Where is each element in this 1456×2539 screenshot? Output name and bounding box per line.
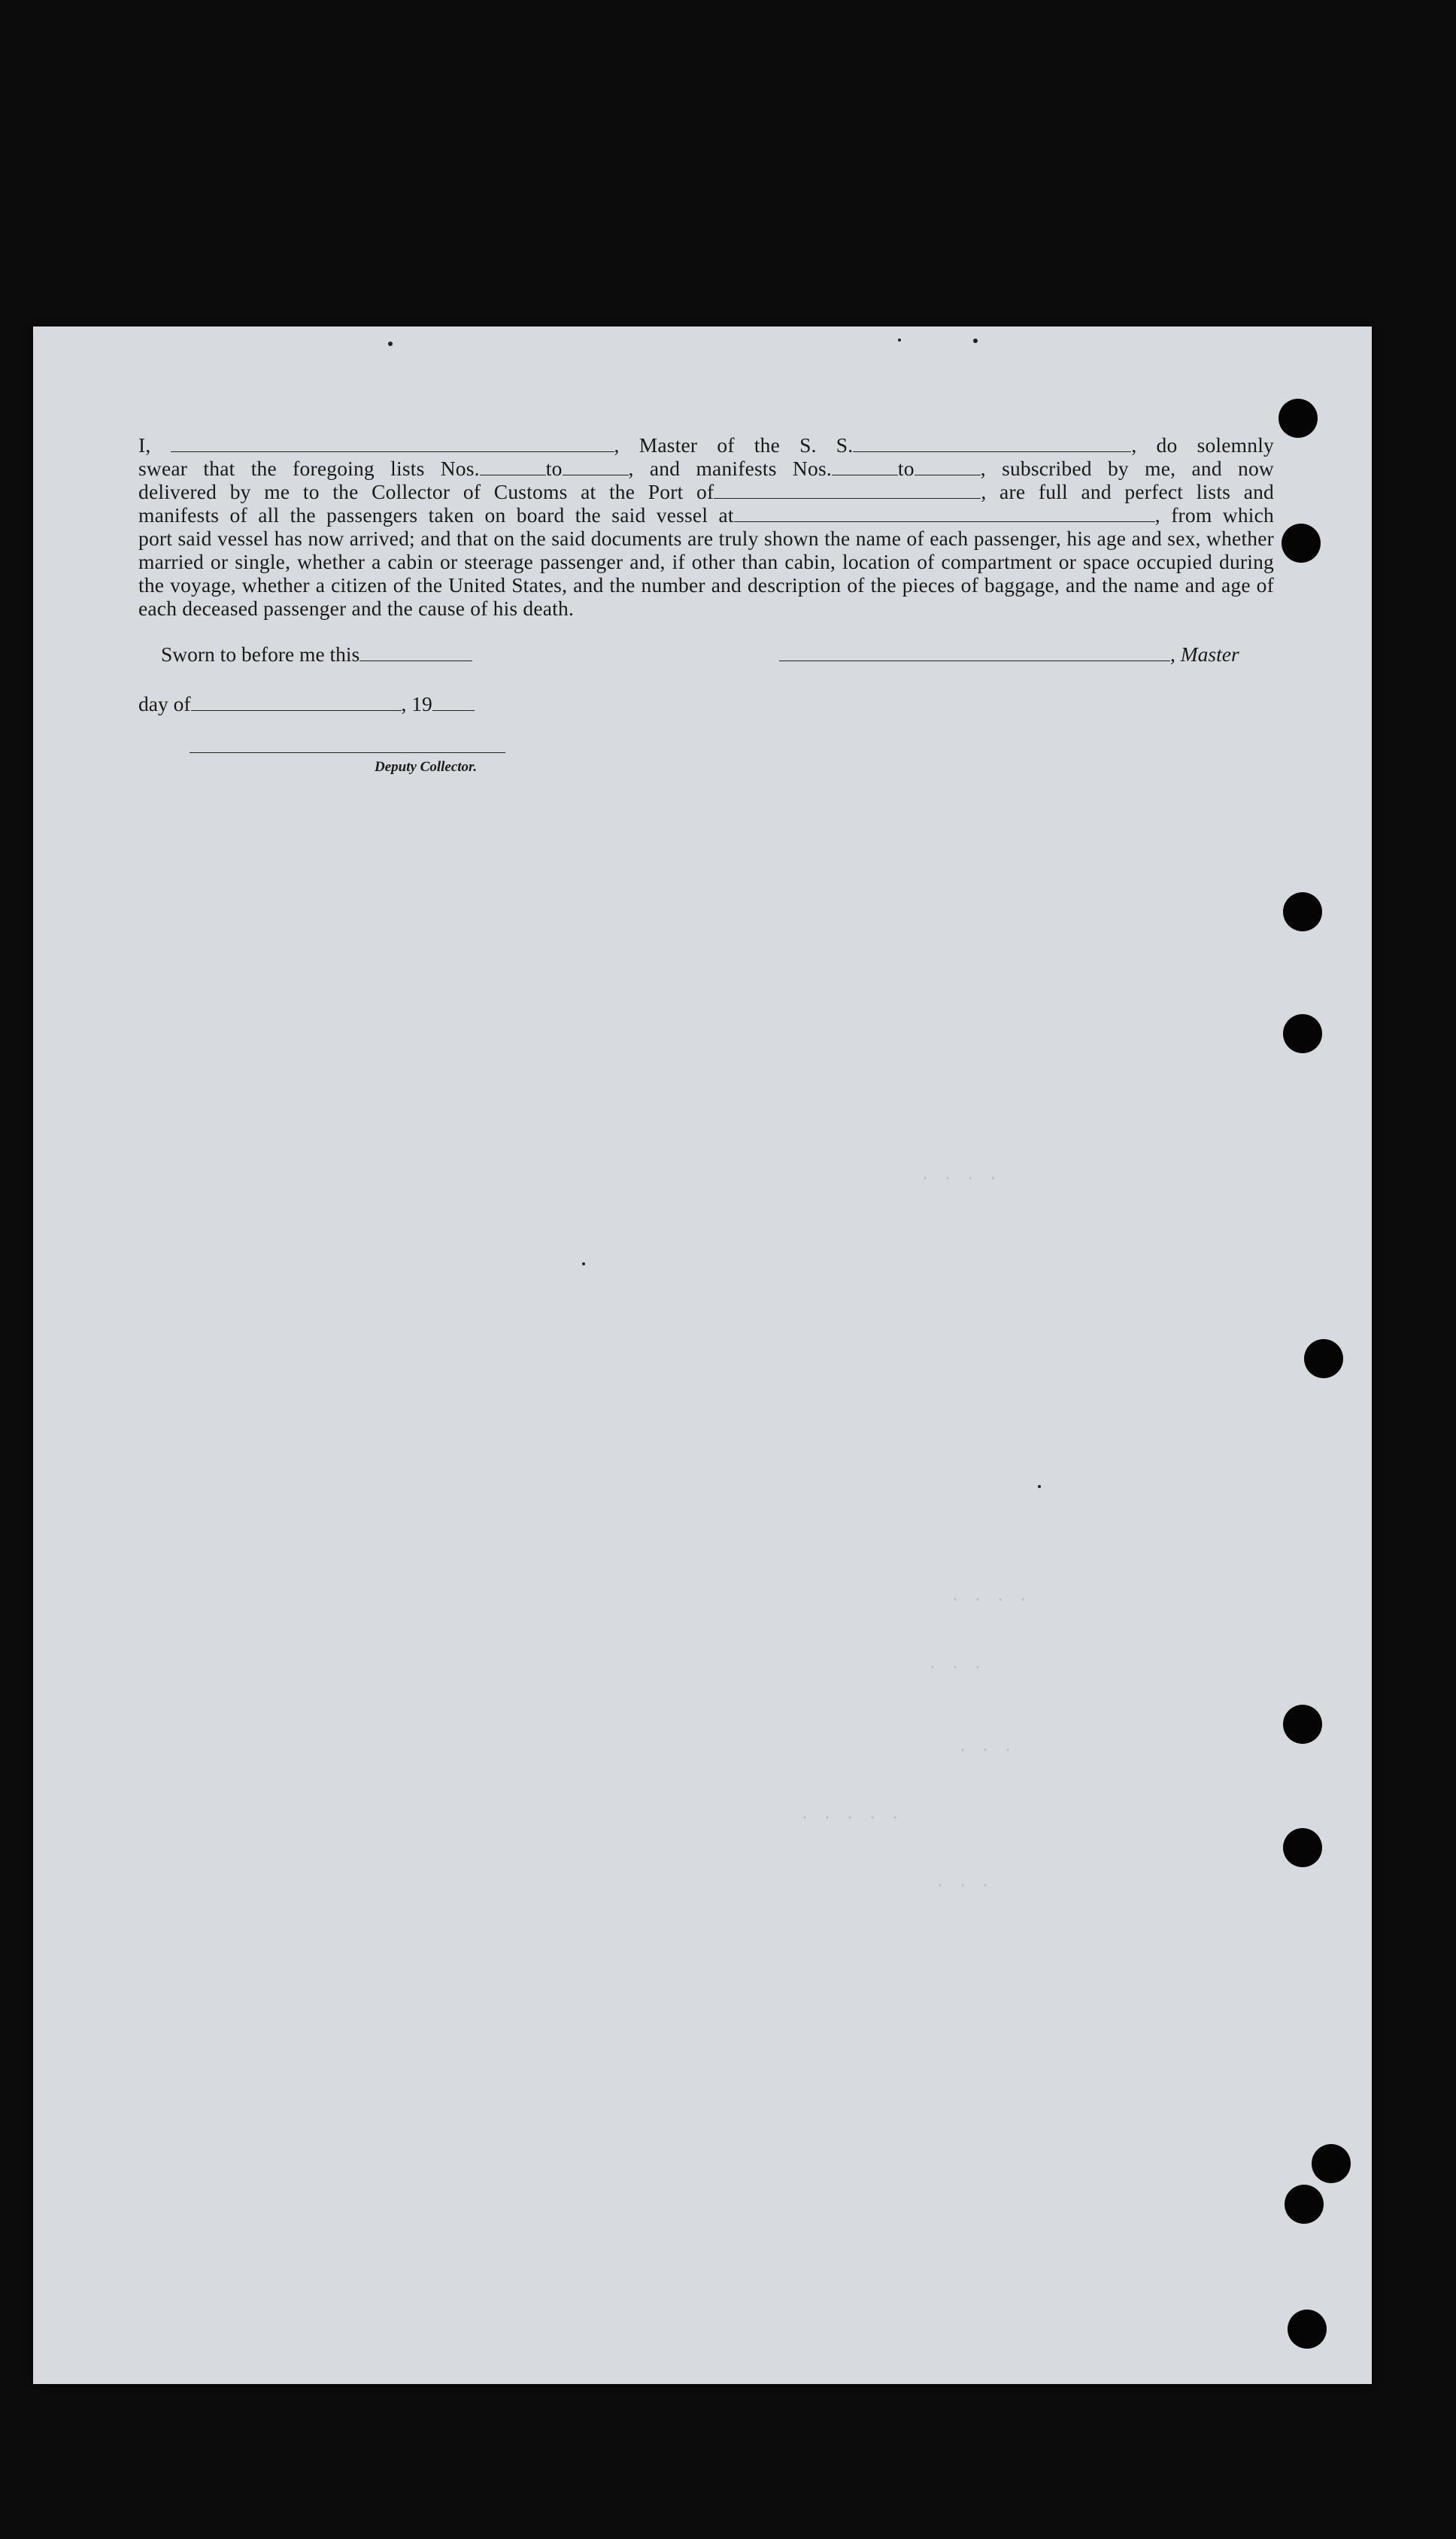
binder-hole	[1283, 892, 1322, 931]
oath-manifests: , and manifests Nos.	[628, 457, 832, 480]
year-prefix: , 19	[401, 692, 432, 715]
binder-hole	[1283, 1705, 1322, 1744]
binder-hole	[1304, 1339, 1343, 1378]
oath-to-2: to	[897, 457, 915, 480]
oath-from-which: , from which	[1154, 503, 1274, 527]
binder-hole	[1279, 399, 1318, 438]
manifests-from-field[interactable]	[832, 458, 898, 475]
oath-paragraph	[138, 433, 1274, 620]
binder-hole	[1285, 2185, 1324, 2224]
bleed-through-mark: · · ·	[928, 1658, 985, 1676]
master-name-field[interactable]	[171, 435, 614, 452]
date-row	[138, 692, 475, 716]
day-of-label: day of	[138, 692, 191, 715]
port-field[interactable]	[714, 481, 981, 499]
bleed-through-mark: · · ·	[936, 1876, 993, 1894]
month-field[interactable]	[191, 695, 402, 711]
binder-hole	[1288, 2310, 1327, 2349]
manifest-page	[33, 326, 1372, 2384]
binder-hole	[1282, 524, 1321, 563]
bleed-through-mark: · · · · ·	[800, 1809, 902, 1827]
binder-hole	[1283, 1014, 1322, 1053]
oath-body: port said vessel has now arrived; and that on the said documents are truly shown the name of each passenger, his age and sex, whether married or single, whether a cabin or steerage passenger and, if other than cabin, location of compartment or space occupied during the voyage, whether a citizen of the United States, and the number and description of the pieces of baggage, and the name and age of each deceased passenger and the cause of his death.	[138, 527, 1274, 620]
year-field[interactable]	[432, 695, 475, 711]
sworn-day-field[interactable]	[359, 645, 472, 661]
oath-to-1: to	[545, 457, 563, 480]
binder-hole	[1283, 1828, 1322, 1867]
lists-to-field[interactable]	[563, 458, 629, 475]
master-signature-row	[779, 642, 1239, 667]
oath-delivered: delivered by me to the Collector of Customs at the Port of	[138, 480, 714, 503]
scan-speck	[973, 339, 978, 343]
scan-speck	[388, 342, 393, 346]
oath-swear: swear that the foregoing lists Nos.	[138, 457, 480, 480]
scan-speck	[898, 339, 901, 342]
manifests-to-field[interactable]	[915, 458, 981, 475]
scan-speck	[1038, 1485, 1041, 1488]
deputy-collector-label: Deputy Collector.	[375, 759, 478, 775]
ship-name-field[interactable]	[853, 435, 1131, 452]
sworn-label: Sworn to before me this	[161, 642, 360, 666]
bleed-through-mark: · · · ·	[921, 1169, 1000, 1187]
sworn-row	[161, 642, 472, 667]
deputy-signature-line[interactable]	[190, 752, 505, 753]
oath-manifests-all: manifests of all the passengers taken on board the said vessel at	[138, 503, 734, 527]
bleed-through-mark: · · ·	[958, 1741, 1015, 1759]
oath-subscribed: , subscribed by me, and now	[980, 457, 1274, 480]
master-signature-field[interactable]	[779, 645, 1170, 661]
lists-from-field[interactable]	[480, 458, 546, 475]
oath-solemnly: , do solemnly	[1131, 433, 1274, 457]
oath-full-perfect: , are full and perfect lists and	[981, 480, 1274, 503]
departure-port-field[interactable]	[734, 505, 1155, 522]
oath-master-of: , Master of the S. S.	[614, 433, 854, 457]
master-label: , Master	[1170, 642, 1239, 666]
oath-pre: I,	[138, 433, 151, 457]
scan-speck	[582, 1262, 585, 1265]
bleed-through-mark: · · · ·	[951, 1590, 1030, 1608]
binder-hole	[1312, 2144, 1351, 2183]
